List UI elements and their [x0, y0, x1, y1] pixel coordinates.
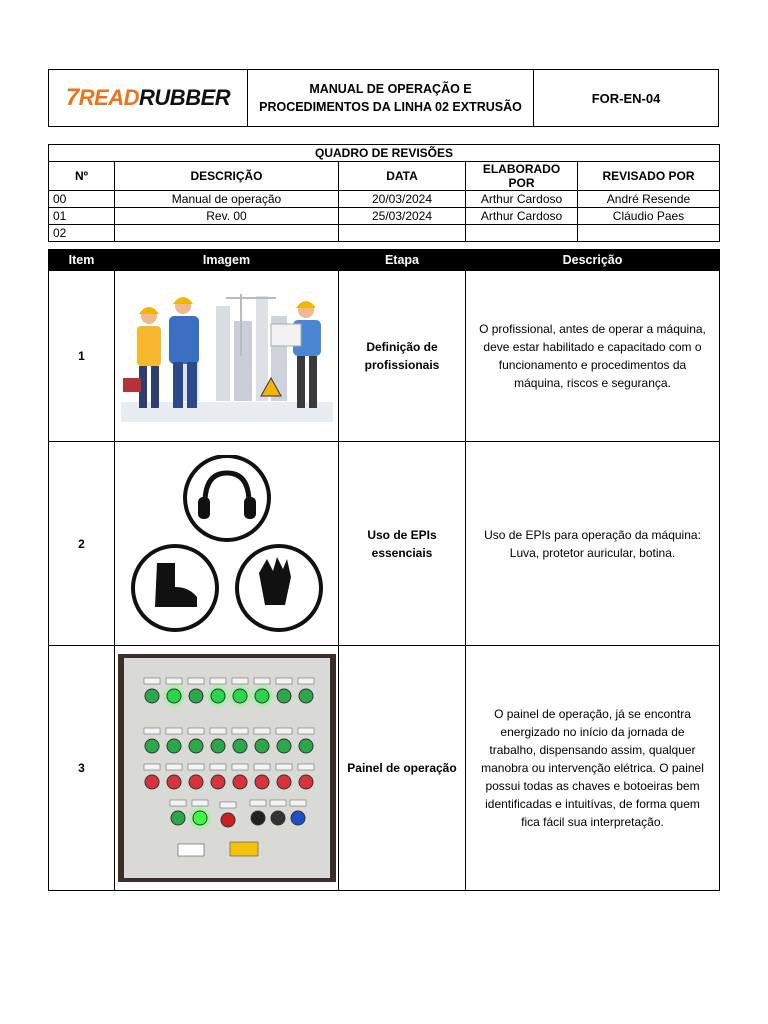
rev-date: 20/03/2024 [339, 191, 466, 208]
step-number: 1 [49, 271, 115, 442]
panel-button [167, 689, 181, 703]
control-panel-photo-icon [118, 654, 336, 882]
button-label-plate [276, 678, 292, 684]
rev-reviewed-by: Cláudio Paes [578, 208, 720, 225]
description-line: máquina, riscos e segurança. [514, 376, 671, 390]
description-line: Uso de EPIs para operação da máquina: [484, 527, 701, 542]
description-line: deve estar habilitado e capacitado com o [483, 340, 702, 354]
panel-button [167, 739, 181, 753]
step-description [466, 271, 720, 442]
logo-cell [49, 70, 248, 126]
button-label-plate [250, 800, 266, 806]
ppe-icons-icon [127, 455, 327, 633]
col-header-item: Item [49, 250, 115, 271]
panel-button [299, 739, 313, 753]
step-stage [339, 271, 466, 442]
step-stage [339, 646, 466, 891]
panel-button [255, 739, 269, 753]
panel-button [233, 689, 247, 703]
col-header-stage: Etapa [339, 250, 466, 271]
button-label-plate [192, 800, 208, 806]
panel-button [189, 739, 203, 753]
step-number: 3 [49, 646, 115, 891]
button-label-plate [210, 728, 226, 734]
panel-button [277, 775, 291, 789]
button-label-plate [166, 728, 182, 734]
panel-button [211, 775, 225, 789]
panel-button [193, 811, 207, 825]
button-label-plate [188, 764, 204, 770]
button-label-plate [188, 728, 204, 734]
description-line: O painel de operação, já se encontra [494, 707, 691, 721]
col-header-image: Imagem [115, 250, 339, 271]
panel-button [145, 689, 159, 703]
title-line-1: MANUAL DE OPERAÇÃO E [309, 82, 472, 96]
button-label-plate [144, 728, 160, 734]
col-header-elaborated-by: ELABORADO POR [466, 162, 578, 191]
col-header-description: Descrição [466, 250, 720, 271]
description-line: trabalho, dispensando assim, qualquer [489, 743, 696, 757]
button-label-plate [144, 678, 160, 684]
panel-button [211, 689, 225, 703]
panel-button [145, 775, 159, 789]
panel-button [233, 739, 247, 753]
panel-button [171, 811, 185, 825]
rev-reviewed-by: André Resende [578, 191, 720, 208]
button-label-plate [254, 678, 270, 684]
title-line-2: PROCEDIMENTOS DA LINHA 02 EXTRUSÃO [259, 100, 522, 114]
rev-reviewed-by [578, 225, 720, 242]
panel-button [145, 739, 159, 753]
col-header-reviewed-by: REVISADO POR [578, 162, 720, 191]
rev-date [339, 225, 466, 242]
rev-description: Manual de operação [115, 191, 339, 208]
panel-button [221, 813, 235, 827]
description-line: funcionamento e procedimentos da [498, 358, 687, 372]
table-row [49, 191, 720, 208]
button-label-plate [254, 764, 270, 770]
step-description [466, 646, 720, 891]
description-line: O profissional, antes de operar a máquina, [479, 322, 706, 336]
rev-description [115, 225, 339, 242]
description-line: fica fácil sua interpretação. [521, 815, 664, 829]
panel-button [251, 811, 265, 825]
rev-elaborated-by: Arthur Cardoso [466, 208, 578, 225]
step-image [115, 271, 339, 442]
rev-number: 00 [49, 191, 115, 208]
description-line: possui todas as chaves e botoeiras bem [485, 779, 700, 793]
button-label-plate [144, 764, 160, 770]
panel-button [277, 739, 291, 753]
button-label-plate [298, 678, 314, 684]
panel-button [299, 689, 313, 703]
step-stage [339, 442, 466, 646]
button-label-plate [166, 764, 182, 770]
table-row [49, 208, 720, 225]
col-header-number: Nº [49, 162, 115, 191]
rev-elaborated-by [466, 225, 578, 242]
table-row [49, 646, 720, 891]
button-label-plate [298, 764, 314, 770]
button-label-plate [290, 800, 306, 806]
button-label-plate [232, 678, 248, 684]
revisions-table [48, 144, 720, 242]
document-header [48, 69, 719, 127]
revisions-title: QUADRO DE REVISÕES [49, 145, 720, 162]
table-row [49, 271, 720, 442]
stage-line-1: Painel de operação [347, 761, 457, 775]
panel-button [189, 689, 203, 703]
button-label-plate [232, 764, 248, 770]
button-label-plate [276, 764, 292, 770]
panel-button [189, 775, 203, 789]
document-title [248, 70, 534, 126]
description-line: energizado no início da jornada de [500, 725, 685, 739]
panel-button [211, 739, 225, 753]
panel-button [233, 775, 247, 789]
stage-line-2: profissionais [364, 358, 440, 372]
button-label-plate [270, 800, 286, 806]
panel-button [291, 811, 305, 825]
step-number: 2 [49, 442, 115, 646]
document-code: FOR-EN-04 [591, 90, 661, 106]
stage-line-1: Uso de EPIs [367, 527, 437, 542]
company-logo: 7READRUBBER [65, 84, 231, 111]
rev-number: 02 [49, 225, 115, 242]
step-image [115, 442, 339, 646]
rev-date: 25/03/2024 [339, 208, 466, 225]
panel-button [255, 775, 269, 789]
button-label-plate [188, 678, 204, 684]
panel-button [167, 775, 181, 789]
button-label-plate [254, 728, 270, 734]
stage-line-2: essenciais [371, 545, 433, 560]
col-header-date: DATA [339, 162, 466, 191]
button-label-plate [210, 678, 226, 684]
description-line: identificadas e intuitívas, de forma quem [485, 797, 700, 811]
workers-illustration-icon [121, 286, 333, 426]
table-row [49, 225, 720, 242]
step-image [115, 646, 339, 891]
step-description [466, 442, 720, 646]
panel-button [277, 689, 291, 703]
button-label-plate [276, 728, 292, 734]
button-label-plate [232, 728, 248, 734]
button-label-plate [166, 678, 182, 684]
rev-elaborated-by: Arthur Cardoso [466, 191, 578, 208]
description-line: manobra ou intervenção elétrica. O painel [481, 761, 704, 775]
button-label-plate [210, 764, 226, 770]
button-label-plate [170, 800, 186, 806]
button-label-plate [220, 802, 236, 808]
button-label-plate [298, 728, 314, 734]
table-row [49, 442, 720, 646]
panel-button [299, 775, 313, 789]
stage-line-1: Definição de [366, 340, 438, 354]
panel-button [271, 811, 285, 825]
description-line: Luva, protetor auricular, botina. [509, 545, 676, 560]
steps-table [48, 249, 720, 891]
panel-button [255, 689, 269, 703]
rev-number: 01 [49, 208, 115, 225]
col-header-description: DESCRIÇÃO [115, 162, 339, 191]
rev-description: Rev. 00 [115, 208, 339, 225]
